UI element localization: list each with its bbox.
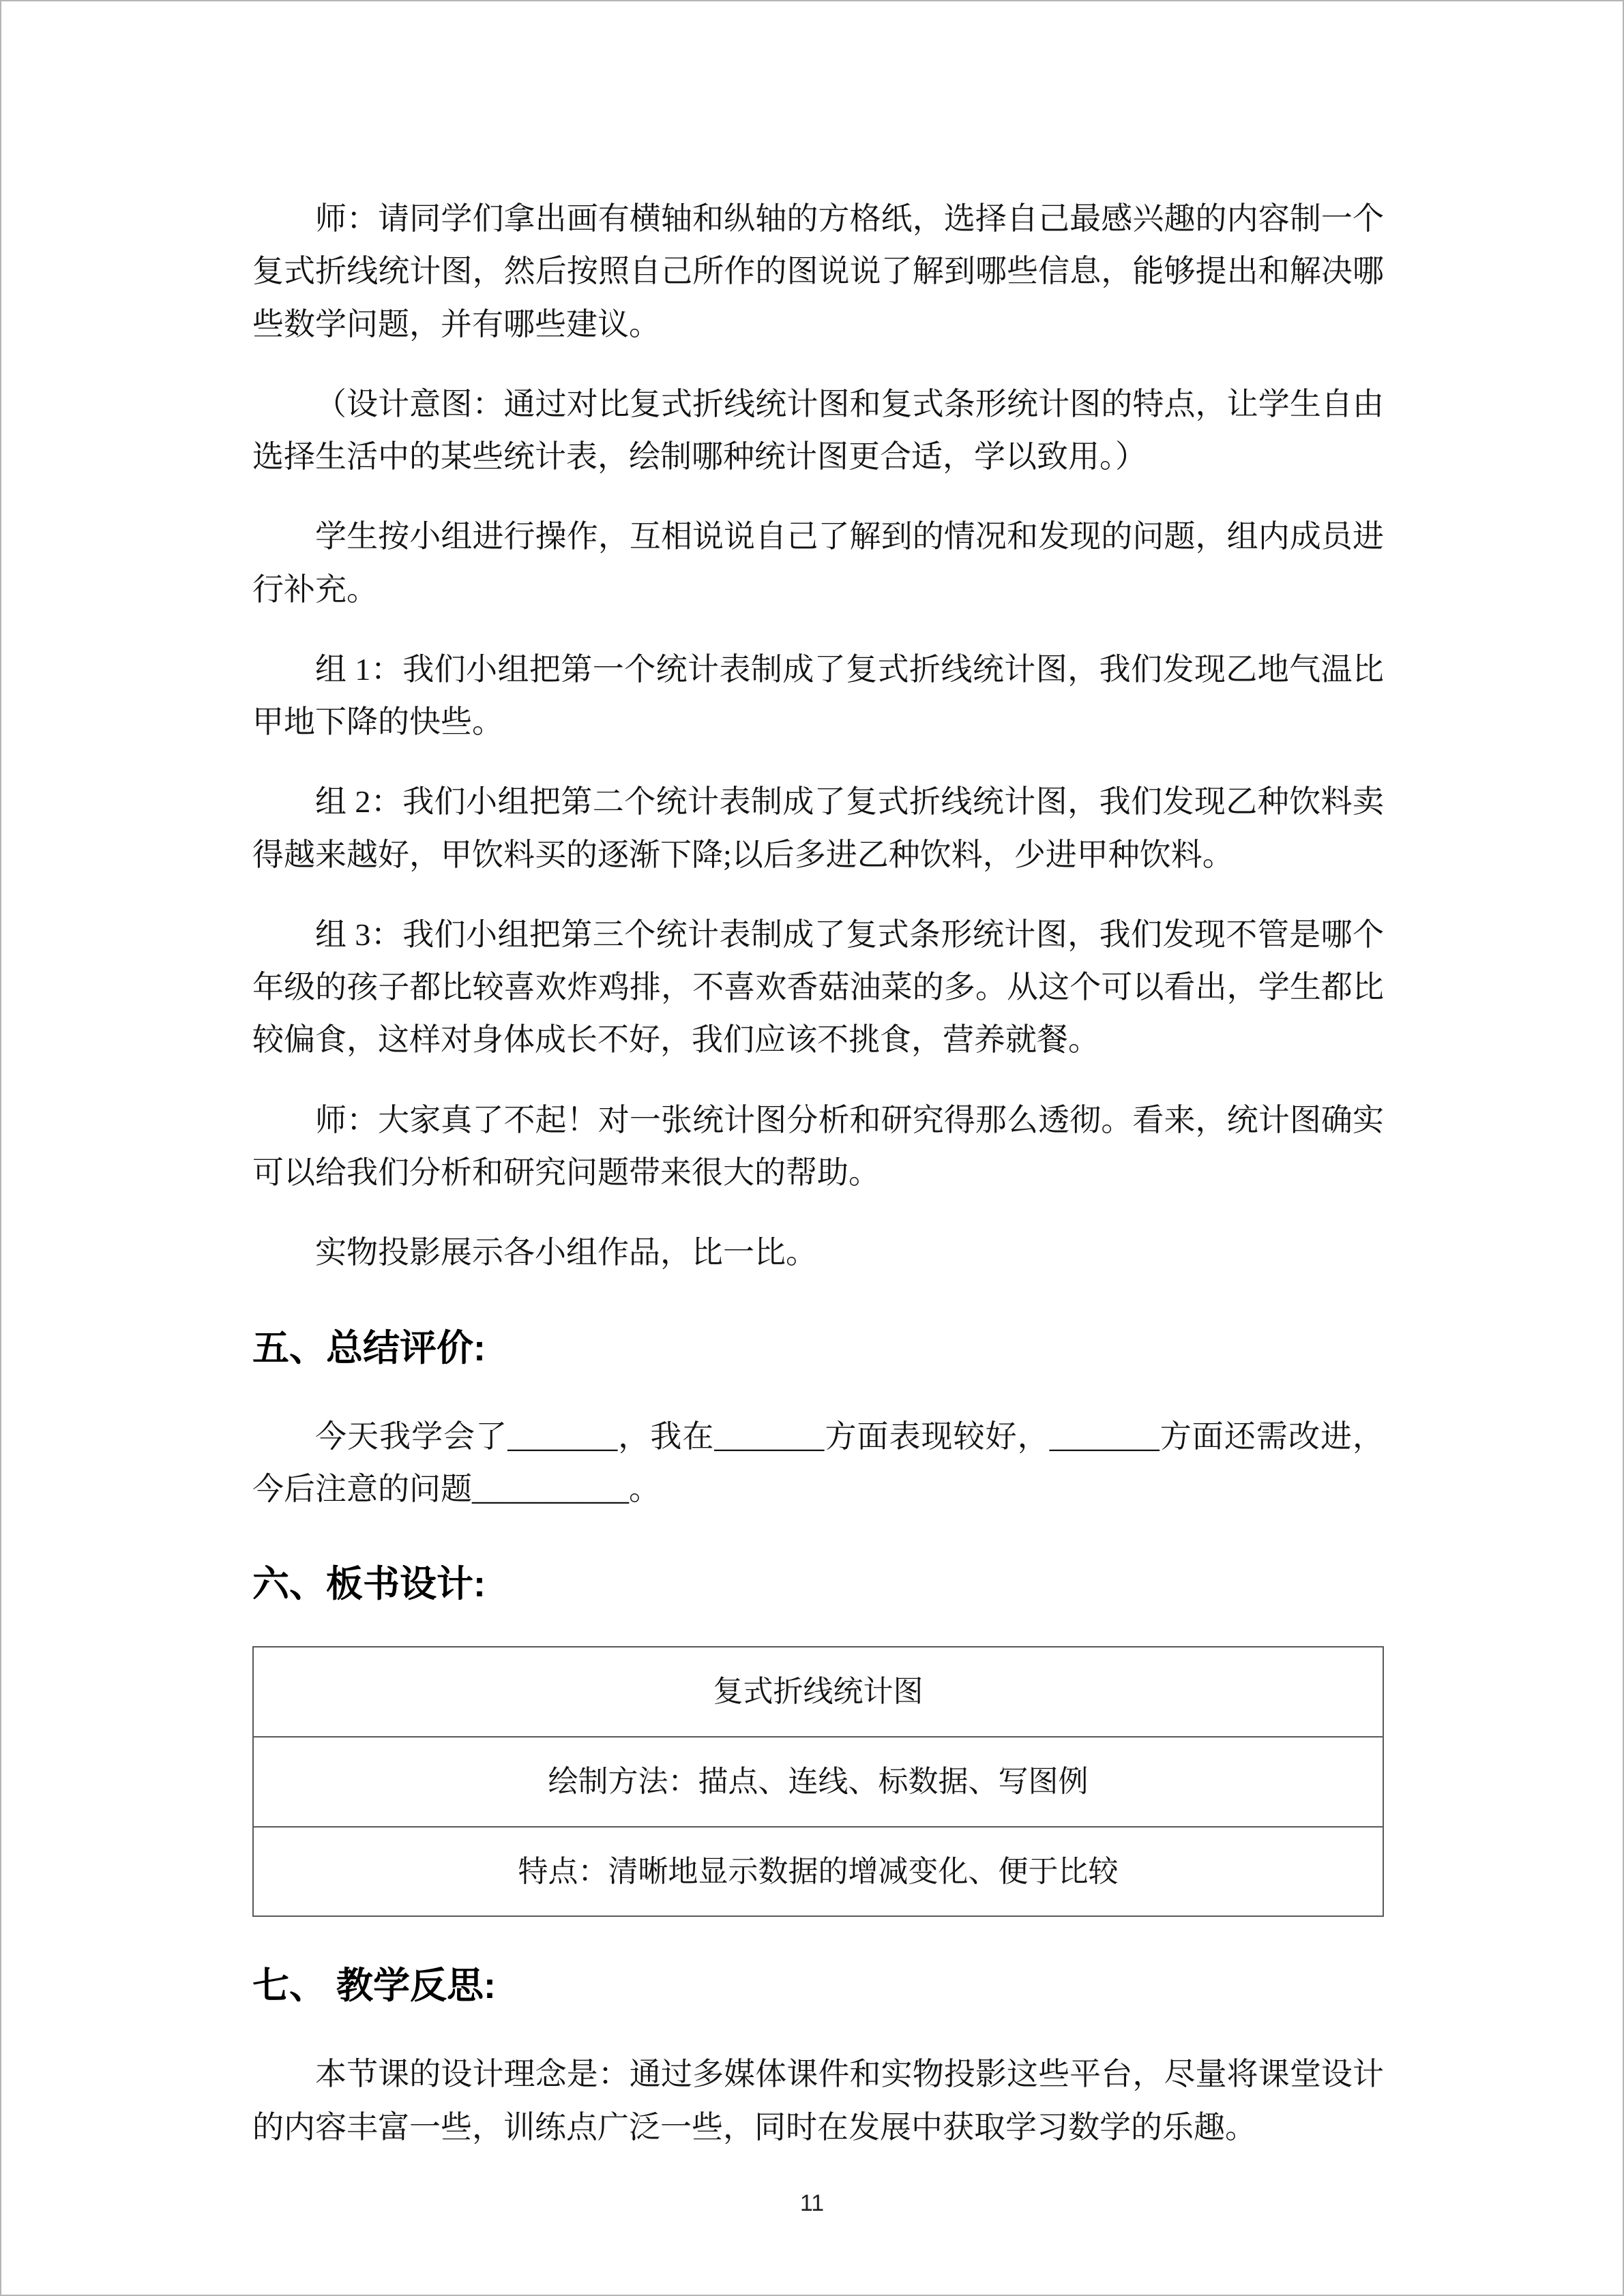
section-heading-teaching-reflection: 七、 教学反思:: [252, 1965, 496, 2007]
paragraph-teacher-instruction: 师：请同学们拿出画有横轴和纵轴的方格纸，选择自己最感兴趣的内容制一个复式折线统计图，然后按照自己所作的图说说了解到哪些信息，能够提出和解决哪些数学问题，并有哪些建议。: [252, 201, 1384, 342]
paragraph-group-2: 组 2：我们小组把第二个统计表制成了复式折线统计图，我们发现乙种饮料卖得越来越好，甲饮料买的逐渐下降;以后多进乙种饮料，少进甲种饮料。: [252, 784, 1384, 872]
table-row: [253, 1647, 1383, 1737]
table-cell-method: 绘制方法：描点、连线、标数据、写图例: [253, 1737, 1383, 1827]
paragraph-group-3: 组 3：我们小组把第三个统计表制成了复式条形统计图，我们发现不管是哪个年级的孩子都比较喜欢炸鸡排，不喜欢香菇油菜的多。从这个可以看出，学生都比较偏食，这样对身体成长不好，我们应该不挑食，营养就餐。: [252, 916, 1384, 1058]
table-cell-feature: 特点：清晰地显示数据的增减变化、便于比较: [253, 1827, 1383, 1917]
table-row: [253, 1737, 1383, 1827]
paragraph-group-1: 组 1：我们小组把第一个统计表制成了复式折线统计图，我们发现乙地气温比甲地下降的快些。: [252, 651, 1384, 740]
paragraph-design-intent: （设计意图：通过对比复式折线统计图和复式条形统计图的特点，让学生自由选择生活中的某些统计表，绘制哪种统计图更合适，学以致用。）: [252, 386, 1384, 475]
page-number: 11: [799, 2190, 825, 2216]
board-design-table: [252, 1646, 1384, 1917]
paragraph-group-activity: 学生按小组进行操作，互相说说自己了解到的情况和发现的问题，组内成员进行补充。: [252, 519, 1384, 607]
table-cell-title: 复式折线统计图: [253, 1647, 1383, 1737]
section-heading-board-design: 六、板书设计:: [252, 1564, 486, 1605]
paragraph-teacher-praise: 师：大家真了不起！对一张统计图分析和研究得那么透彻。看来，统计图确实可以给我们分析和研究问题带来很大的帮助。: [252, 1102, 1384, 1190]
section-heading-summary-evaluation: 五、总结评价:: [252, 1327, 486, 1369]
paragraph-projector-show: 实物投影展示各小组作品，比一比。: [315, 1235, 817, 1270]
paragraph-summary-blanks: 今天我学会了_______，我在_______方面表现较好，_______方面还需改进，今后注意的问题__________。: [252, 1418, 1384, 1506]
table-row: [253, 1827, 1383, 1917]
paragraph-reflection: 本节课的设计理念是：通过多媒体课件和实物投影这些平台，尽量将课堂设计的内容丰富一些，训练点广泛一些，同时在发展中获取学习数学的乐趣。: [252, 2057, 1384, 2145]
